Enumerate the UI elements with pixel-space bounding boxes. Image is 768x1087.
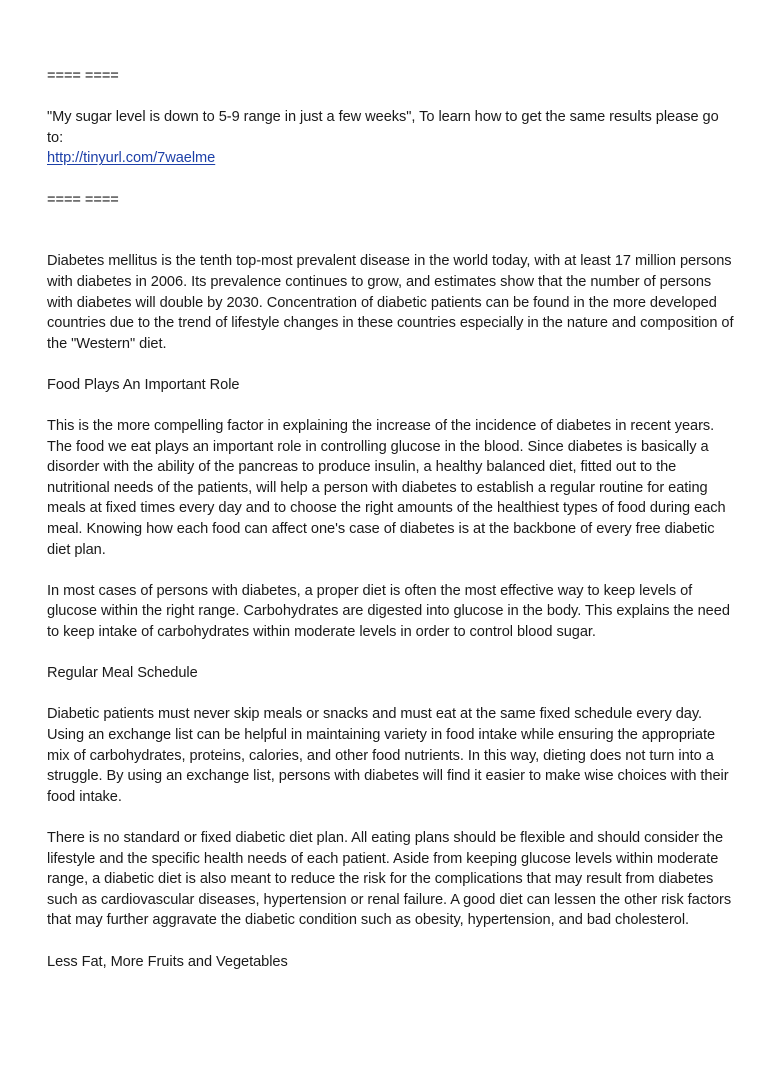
separator-top: ==== ==== (47, 68, 119, 84)
paragraph: There is no standard or fixed diabetic diet plan. All eating plans should be flexible and should consider the lifestyle and the specific health needs of each patient. Aside from keeping glucose levels within moderate range, a diabetic diet is also meant to reduce the risk for the complications that may result from diabetes such as cardiovascular diseases, hypertension or renal failure. A good diet can lessen the other risk factors that may further aggravate the diabetic condition such as obesity, hypertension, and bad cholesterol. (47, 829, 732, 929)
document-page (47, 66, 737, 993)
promo-block (47, 107, 737, 169)
paragraph: This is the more compelling factor in explaining the increase of the incidence of diabetes in recent years. The food we eat plays an important role in controlling glucose in the blood. Since diabetes is basically a disorder with the ability of the pancreas to produce insulin, a healthy balanced diet, fitted out to the nutritional needs of the patients, will help a person with diabetes to establish a regular routine for eating meals at fixed times every day and to choose the right amounts of the healthiest types of food during each meal. Knowing how each food can affect one's case of diabetes is at the backbone of every free diabetic diet plan. (47, 418, 726, 558)
section-heading-less-fat: Less Fat, More Fruits and Vegetables (47, 953, 288, 970)
paragraph: In most cases of persons with diabetes, a proper diet is often the most effective way to keep levels of glucose within the right range. Carbohydrates are digested into glucose in the body. This explains the need to keep intake of carbohydrates within moderate levels in order to control blood sugar. (47, 582, 730, 641)
section-heading-meal-schedule: Regular Meal Schedule (47, 665, 198, 682)
intro-paragraph: Diabetes mellitus is the tenth top-most prevalent disease in the world today, with at least 17 million persons with diabetes in 2006. Its prevalence continues to grow, and estimates show that the number of persons with diabetes will double by 2030. Concentration of diabetic patients can be found in the more developed countries due to the trend of lifestyle changes in these countries especially in the nature and composition of the "Western" diet. (47, 253, 734, 352)
section-heading-food-role: Food Plays An Important Role (47, 376, 240, 393)
promo-link[interactable]: http://tinyurl.com/7waelme (47, 150, 216, 167)
paragraph: Diabetic patients must never skip meals or snacks and must eat at the same fixed schedule every day. Using an exchange list can be helpful in maintaining variety in food intake while ensuring the appropriate mix of carbohydrates, proteins, calories, and other food nutrients. In this way, dieting does not turn into a struggle. By using an exchange list, persons with diabetes will find it easier to make wise choices with their food intake. (47, 706, 729, 805)
promo-text: "My sugar level is down to 5-9 range in just a few weeks", To learn how to get the same results please go to: (47, 109, 719, 146)
blank-line (47, 231, 737, 252)
separator-bottom: ==== ==== (47, 191, 119, 208)
